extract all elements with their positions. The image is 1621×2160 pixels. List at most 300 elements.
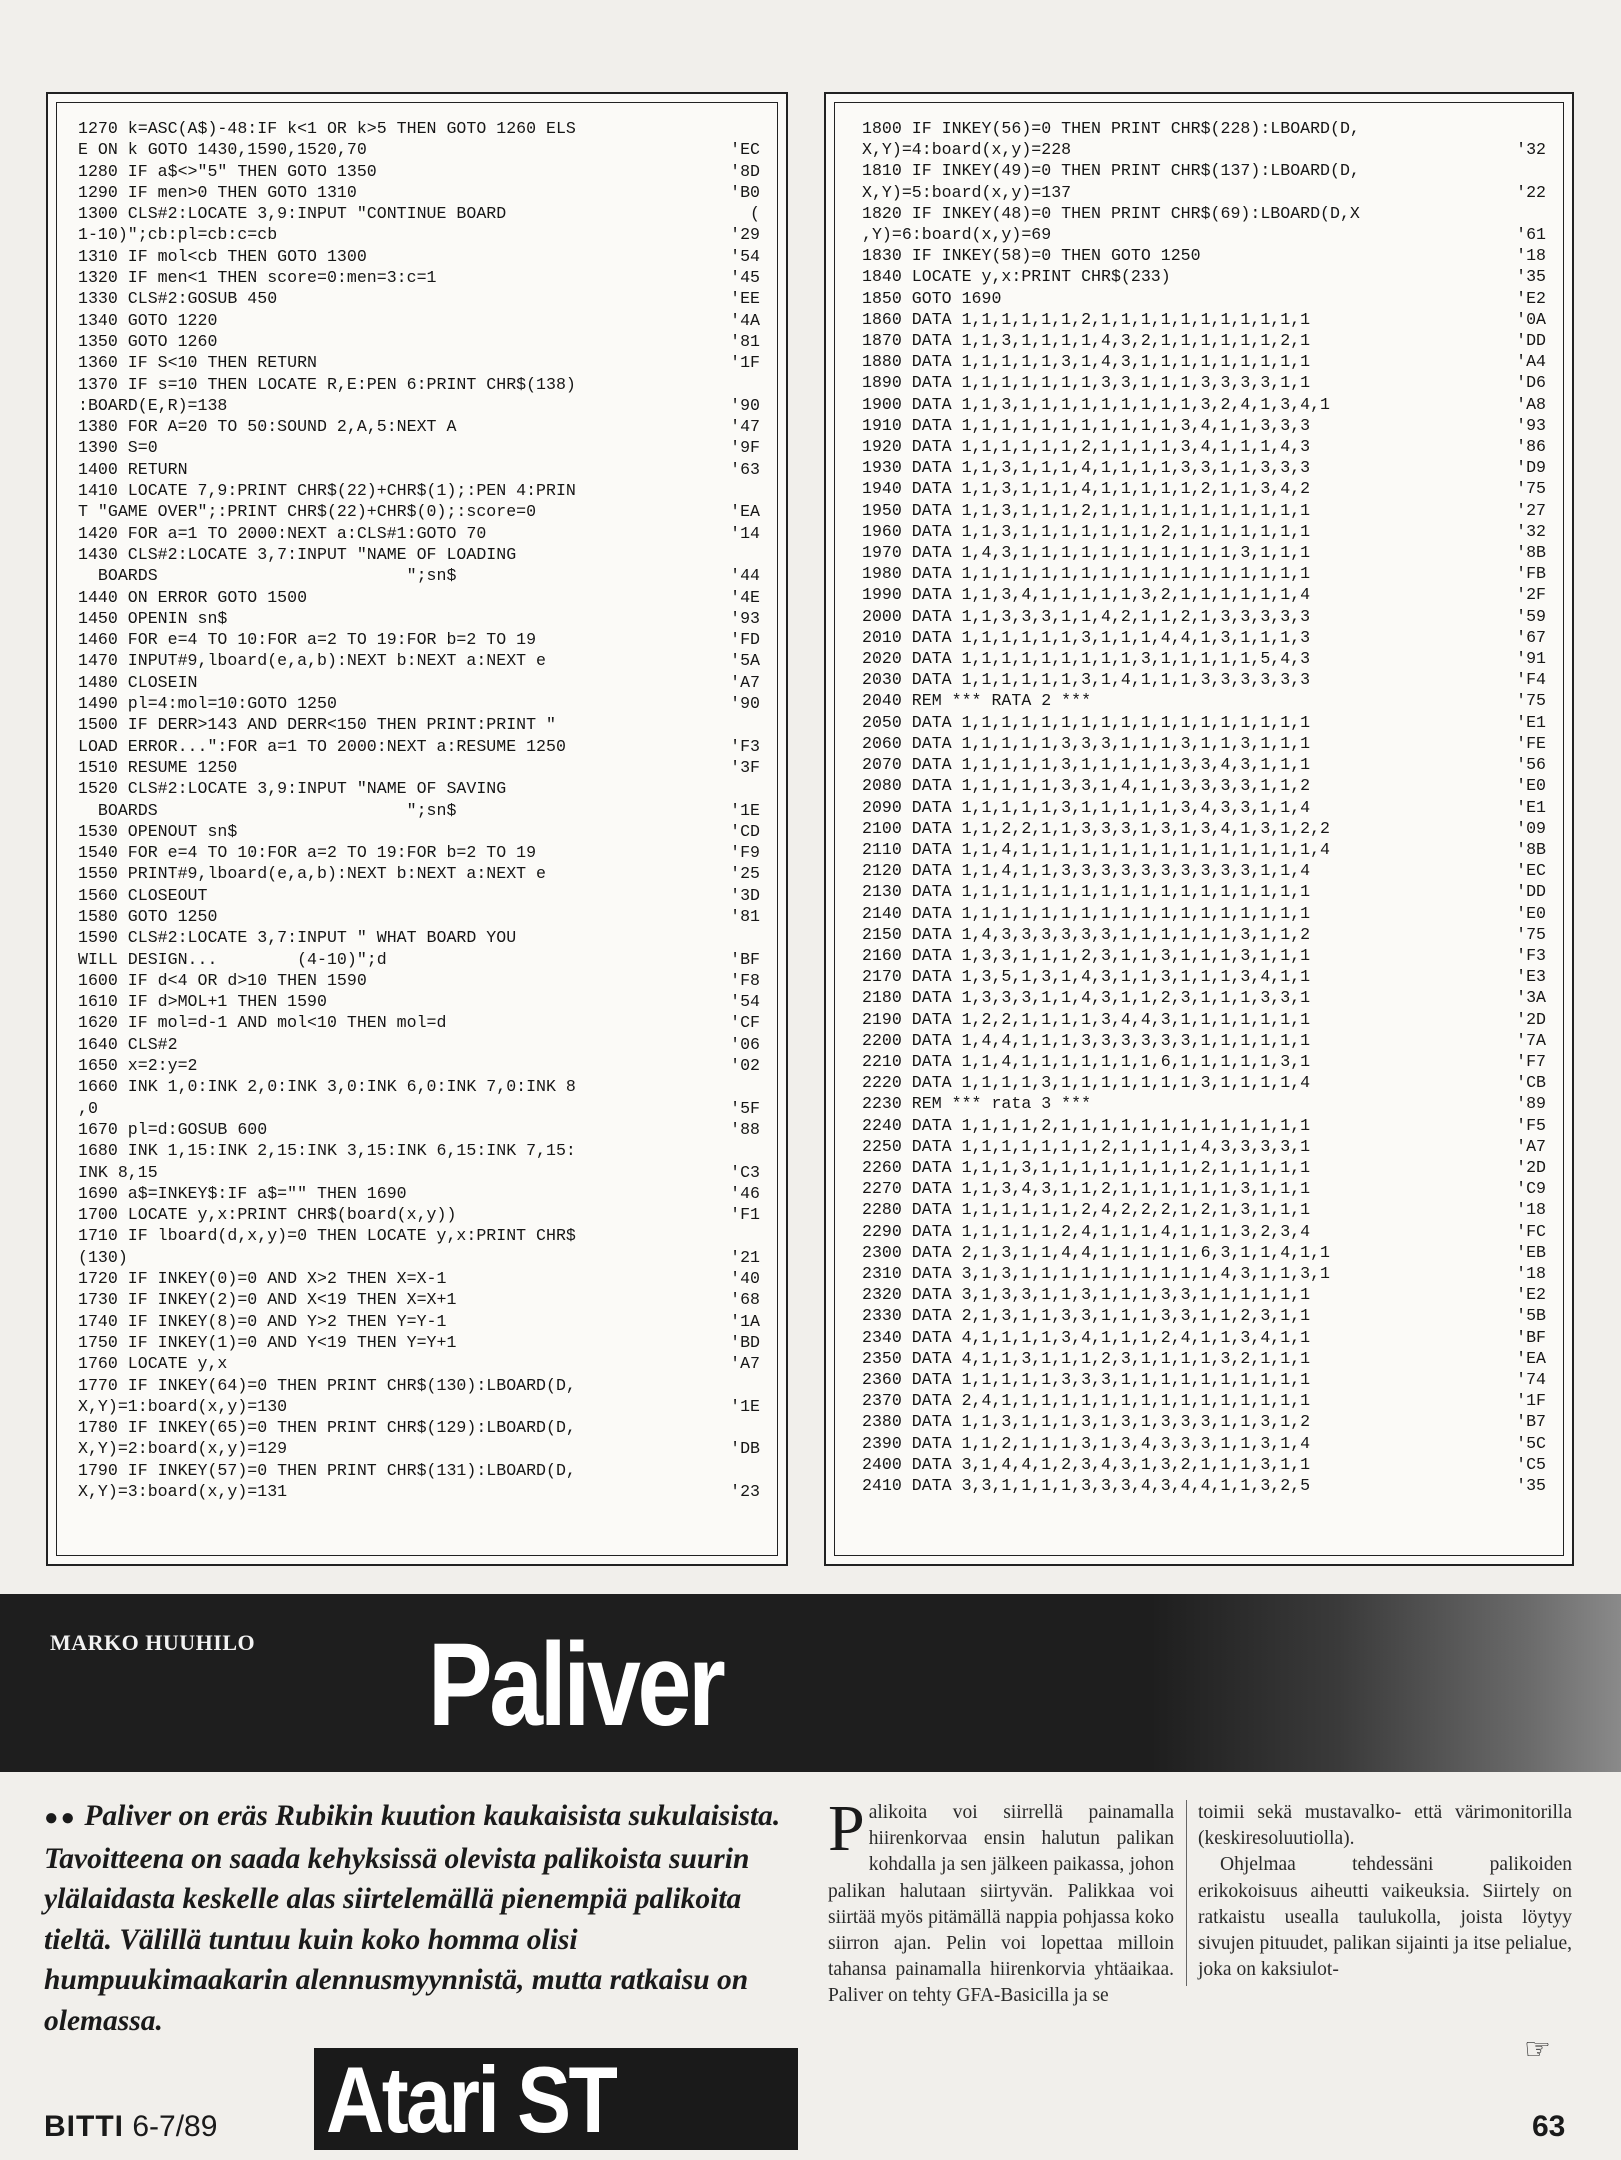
code-line bbox=[862, 669, 1546, 690]
code-text: 2080 DATA 1,1,1,1,1,3,3,1,4,1,1,3,3,3,3,1,1,2 bbox=[862, 776, 1311, 796]
checksum: '06 bbox=[730, 1034, 760, 1054]
code-text: 1480 CLOSEIN bbox=[78, 672, 198, 692]
code-line bbox=[862, 330, 1546, 351]
code-line bbox=[862, 1305, 1546, 1326]
platform-label: Atari ST bbox=[326, 2047, 616, 2152]
code-text: 2070 DATA 1,1,1,1,1,3,1,1,1,1,1,3,3,4,3,1,1,1 bbox=[862, 755, 1311, 775]
code-line bbox=[78, 224, 760, 245]
code-text: 1320 IF men<1 THEN score=0:men=3:c=1 bbox=[78, 268, 437, 288]
code-text: 2310 DATA 3,1,3,1,1,1,1,1,1,1,1,1,1,4,3,1,1,3,1 bbox=[862, 1263, 1331, 1283]
code-text: 1330 CLS#2:GOSUB 450 bbox=[78, 289, 278, 309]
checksum: 'F3 bbox=[730, 736, 760, 756]
checksum: 'EC bbox=[1516, 861, 1546, 881]
code-line bbox=[862, 563, 1546, 584]
checksum: '23 bbox=[730, 1482, 760, 1501]
code-line bbox=[78, 1012, 760, 1033]
code-text: 2240 DATA 1,1,1,1,2,1,1,1,1,1,1,1,1,1,1,1,1,1 bbox=[862, 1115, 1311, 1135]
code-line bbox=[862, 1115, 1546, 1136]
code-text: 1920 DATA 1,1,1,1,1,1,2,1,1,1,1,3,4,1,1,1,4,3 bbox=[862, 437, 1311, 457]
code-line bbox=[78, 821, 760, 842]
code-line bbox=[78, 885, 760, 906]
code-line bbox=[78, 565, 760, 586]
code-line bbox=[78, 161, 760, 182]
code-line bbox=[78, 714, 760, 735]
code-line bbox=[78, 949, 760, 970]
code-line bbox=[862, 436, 1546, 457]
checksum: 'D9 bbox=[1516, 458, 1546, 478]
code-line bbox=[78, 352, 760, 373]
code-text: WILL DESIGN... (4-10)";d bbox=[78, 949, 387, 969]
platform-banner bbox=[314, 2048, 798, 2150]
code-line bbox=[862, 987, 1546, 1008]
code-text: 1310 IF mol<cb THEN GOTO 1300 bbox=[78, 246, 367, 266]
code-text: 2180 DATA 1,3,3,3,1,1,4,3,1,1,2,3,1,1,1,3,3,1 bbox=[862, 988, 1311, 1008]
code-line bbox=[862, 351, 1546, 372]
code-text: 1450 OPENIN sn$ bbox=[78, 608, 228, 628]
code-text: LOAD ERROR...":FOR a=1 TO 2000:NEXT a:RESUME 1250 bbox=[78, 736, 566, 756]
checksum: 'EA bbox=[730, 502, 760, 522]
checksum: '02 bbox=[730, 1056, 760, 1076]
checksum: '8D bbox=[730, 161, 760, 181]
code-line bbox=[862, 478, 1546, 499]
checksum: '18 bbox=[1516, 1200, 1546, 1220]
code-line bbox=[862, 1454, 1546, 1475]
code-text: 2170 DATA 1,3,5,1,3,1,4,3,1,1,3,1,1,1,3,4,1,1 bbox=[862, 967, 1311, 987]
checksum: '93 bbox=[1516, 415, 1546, 435]
code-line bbox=[862, 1475, 1546, 1496]
code-text: 1960 DATA 1,1,3,1,1,1,1,1,1,1,2,1,1,1,1,1,1,1 bbox=[862, 521, 1311, 541]
code-text: 1730 IF INKEY(2)=0 AND X<19 THEN X=X+1 bbox=[78, 1290, 457, 1310]
code-text: 1640 CLS#2 bbox=[78, 1034, 178, 1054]
code-text: ,0 bbox=[78, 1098, 98, 1118]
checksum: '7A bbox=[1516, 1030, 1546, 1050]
checksum: '90 bbox=[730, 395, 760, 415]
code-line bbox=[78, 459, 760, 480]
code-text: INK 8,15 bbox=[78, 1162, 158, 1182]
code-line bbox=[78, 1460, 760, 1481]
code-text: X,Y)=3:board(x,y)=131 bbox=[78, 1482, 288, 1501]
code-line bbox=[862, 1348, 1546, 1369]
code-line bbox=[862, 1030, 1546, 1051]
code-line bbox=[862, 118, 1546, 139]
code-line bbox=[78, 927, 760, 948]
code-line bbox=[862, 712, 1546, 733]
checksum: '32 bbox=[1516, 521, 1546, 541]
checksum: 'E0 bbox=[1516, 776, 1546, 796]
code-text: X,Y)=4:board(x,y)=228 bbox=[862, 140, 1072, 160]
code-line bbox=[78, 800, 760, 821]
checksum: '3D bbox=[730, 885, 760, 905]
checksum: '4E bbox=[730, 587, 760, 607]
checksum: 'BD bbox=[730, 1332, 760, 1352]
code-line bbox=[862, 266, 1546, 287]
code-text: 1750 IF INKEY(1)=0 AND Y<19 THEN Y=Y+1 bbox=[78, 1332, 457, 1352]
checksum: 'F5 bbox=[1516, 1115, 1546, 1135]
checksum: '2D bbox=[1516, 1009, 1546, 1029]
code-line bbox=[78, 118, 760, 139]
checksum: '18 bbox=[1516, 246, 1546, 266]
code-line bbox=[78, 863, 760, 884]
code-line bbox=[862, 521, 1546, 542]
code-text: 2090 DATA 1,1,1,1,1,3,1,1,1,1,1,3,4,3,3,1,1,4 bbox=[862, 797, 1311, 817]
checksum: '35 bbox=[1516, 1476, 1546, 1495]
code-text: 2110 DATA 1,1,4,1,1,1,1,1,1,1,1,1,1,1,1,1,1,1,4 bbox=[862, 839, 1331, 859]
code-text: 2290 DATA 1,1,1,1,1,2,4,1,1,1,4,1,1,1,3,2,3,4 bbox=[862, 1221, 1311, 1241]
code-line bbox=[862, 500, 1546, 521]
code-text: (130) bbox=[78, 1247, 128, 1267]
code-line bbox=[78, 1225, 760, 1246]
pointing-hand-icon: ☞ bbox=[1524, 2032, 1551, 2067]
code-text: 1430 CLS#2:LOCATE 3,7:INPUT "NAME OF LOADING bbox=[78, 544, 517, 564]
code-line bbox=[78, 1204, 760, 1225]
code-line bbox=[78, 267, 760, 288]
code-line bbox=[78, 757, 760, 778]
code-text: 1530 OPENOUT sn$ bbox=[78, 821, 238, 841]
code-text: 1540 FOR e=4 TO 10:FOR a=2 TO 19:FOR b=2 TO 19 bbox=[78, 843, 537, 863]
article-title: Paliver bbox=[428, 1619, 723, 1751]
checksum: '1E bbox=[730, 1396, 760, 1416]
code-line bbox=[862, 924, 1546, 945]
checksum: '74 bbox=[1516, 1369, 1546, 1389]
checksum: 'CB bbox=[1516, 1073, 1546, 1093]
checksum: '8B bbox=[1516, 839, 1546, 859]
code-line bbox=[862, 839, 1546, 860]
code-text: 2010 DATA 1,1,1,1,1,1,3,1,1,1,4,4,1,3,1,1,1,3 bbox=[862, 627, 1311, 647]
checksum: '56 bbox=[1516, 755, 1546, 775]
code-line bbox=[78, 1076, 760, 1097]
code-line bbox=[78, 1311, 760, 1332]
code-line bbox=[862, 542, 1546, 563]
code-line bbox=[862, 903, 1546, 924]
code-line bbox=[862, 627, 1546, 648]
checksum: '81 bbox=[730, 906, 760, 926]
code-text: 1390 S=0 bbox=[78, 438, 158, 458]
code-line bbox=[862, 415, 1546, 436]
code-text: 1770 IF INKEY(64)=0 THEN PRINT CHR$(130):LBOARD(D, bbox=[78, 1375, 576, 1395]
code-text: 2340 DATA 4,1,1,1,1,3,4,1,1,1,2,4,1,1,3,4,1,1 bbox=[862, 1327, 1311, 1347]
code-text: 2150 DATA 1,4,3,3,3,3,3,3,1,1,1,1,1,1,3,1,1,2 bbox=[862, 924, 1311, 944]
code-text: 1620 IF mol=d-1 AND mol<10 THEN mol=d bbox=[78, 1013, 447, 1033]
checksum: 'F3 bbox=[1516, 945, 1546, 965]
code-text: 2410 DATA 3,3,1,1,1,1,3,3,3,4,3,4,4,1,1,3,2,5 bbox=[862, 1476, 1311, 1495]
code-line bbox=[78, 1183, 760, 1204]
code-text: 2280 DATA 1,1,1,1,1,1,2,4,2,2,2,1,2,1,3,1,1,1 bbox=[862, 1200, 1311, 1220]
listing-right-frame bbox=[824, 92, 1574, 1566]
checksum: '3A bbox=[1516, 988, 1546, 1008]
code-text: 1510 RESUME 1250 bbox=[78, 757, 238, 777]
body-text-2b: Ohjelmaa tehdessäni palikoiden erikokoisuus aiheutti vaikeuksia. Siirtely on ratkaistu usealla taulukolla, joista löytyy sivujen pituudet, palikan sijainti ja itse pelialue, joka on kaksiulot- bbox=[1198, 1854, 1572, 1981]
code-text: 1490 pl=4:mol=10:GOTO 1250 bbox=[78, 694, 337, 714]
author-name: MARKO HUUHILO bbox=[50, 1630, 256, 1655]
code-line bbox=[78, 310, 760, 331]
code-line bbox=[862, 372, 1546, 393]
code-line bbox=[862, 1136, 1546, 1157]
code-line bbox=[862, 797, 1546, 818]
code-text: 2270 DATA 1,1,3,4,3,1,1,2,1,1,1,1,1,1,3,1,1,1 bbox=[862, 1179, 1311, 1199]
code-line bbox=[862, 1009, 1546, 1030]
checksum: 'FC bbox=[1516, 1221, 1546, 1241]
code-text: 1600 IF d<4 OR d>10 THEN 1590 bbox=[78, 970, 367, 990]
code-text: 2100 DATA 1,1,2,2,1,1,3,3,3,1,3,1,3,4,1,3,1,2,2 bbox=[862, 818, 1331, 838]
magazine-issue bbox=[44, 2110, 217, 2144]
code-line bbox=[78, 523, 760, 544]
body-text-2a: toimii sekä mustavalko- että värimonitorilla (keskiresoluutiolla). bbox=[1198, 1802, 1572, 1850]
code-line bbox=[78, 736, 760, 757]
code-text: 2300 DATA 2,1,3,1,1,4,4,1,1,1,1,1,6,3,1,1,4,1,1 bbox=[862, 1242, 1331, 1262]
code-line bbox=[78, 1481, 760, 1502]
code-text: 2020 DATA 1,1,1,1,1,1,1,1,1,3,1,1,1,1,1,5,4,3 bbox=[862, 649, 1311, 669]
code-line bbox=[862, 775, 1546, 796]
code-text: 2030 DATA 1,1,1,1,1,1,3,1,4,1,1,1,3,3,3,3,3,3 bbox=[862, 670, 1311, 690]
code-line bbox=[862, 733, 1546, 754]
banner-shade bbox=[1150, 1594, 1621, 1772]
code-line bbox=[862, 309, 1546, 330]
code-text: 1350 GOTO 1260 bbox=[78, 331, 218, 351]
code-line bbox=[862, 1178, 1546, 1199]
drop-cap: P bbox=[828, 1792, 865, 1865]
body-column-1 bbox=[828, 1792, 1174, 2010]
code-line bbox=[78, 672, 760, 693]
code-text: 1900 DATA 1,1,3,1,1,1,1,1,1,1,1,1,3,2,4,1,3,4,1 bbox=[862, 394, 1331, 414]
code-text: 1760 LOCATE y,x bbox=[78, 1354, 228, 1374]
checksum: '5C bbox=[1516, 1433, 1546, 1453]
code-text: 2130 DATA 1,1,1,1,1,1,1,1,1,1,1,1,1,1,1,1,1,1 bbox=[862, 882, 1311, 902]
page-number: 63 bbox=[1532, 2110, 1566, 2143]
checksum: '44 bbox=[730, 566, 760, 586]
checksum: '25 bbox=[730, 864, 760, 884]
code-line bbox=[862, 690, 1546, 711]
code-text: 1590 CLS#2:LOCATE 3,7:INPUT " WHAT BOARD YOU bbox=[78, 928, 517, 948]
code-text: X,Y)=1:board(x,y)=130 bbox=[78, 1396, 288, 1416]
code-line bbox=[862, 1051, 1546, 1072]
code-text: 1830 IF INKEY(58)=0 THEN GOTO 1250 bbox=[862, 246, 1201, 266]
code-line bbox=[862, 1390, 1546, 1411]
code-text: 1660 INK 1,0:INK 2,0:INK 3,0:INK 6,0:INK 7,0:INK 8 bbox=[78, 1077, 576, 1097]
code-text: 1420 FOR a=1 TO 2000:NEXT a:CLS#1:GOTO 70 bbox=[78, 523, 487, 543]
checksum: 'F8 bbox=[730, 970, 760, 990]
code-text: 1360 IF S<10 THEN RETURN bbox=[78, 353, 317, 373]
code-line bbox=[78, 1353, 760, 1374]
code-text: 1850 GOTO 1690 bbox=[862, 288, 1002, 308]
checksum: '21 bbox=[730, 1247, 760, 1267]
code-line bbox=[862, 860, 1546, 881]
code-line bbox=[862, 1072, 1546, 1093]
checksum: '47 bbox=[730, 417, 760, 437]
code-text: 1910 DATA 1,1,1,1,1,1,1,1,1,1,1,3,4,1,1,3,3,3 bbox=[862, 415, 1311, 435]
code-text: BOARDS ";sn$ bbox=[78, 800, 457, 820]
code-text: 2210 DATA 1,1,4,1,1,1,1,1,1,1,6,1,1,1,1,1,3,1 bbox=[862, 1051, 1311, 1071]
checksum: '75 bbox=[1516, 924, 1546, 944]
code-line bbox=[78, 480, 760, 501]
checksum: '45 bbox=[730, 268, 760, 288]
code-line bbox=[78, 544, 760, 565]
checksum: '67 bbox=[1516, 627, 1546, 647]
checksum: 'A8 bbox=[1516, 394, 1546, 414]
code-text: 1940 DATA 1,1,3,1,1,1,4,1,1,1,1,1,2,1,1,3,4,2 bbox=[862, 479, 1311, 499]
code-line bbox=[78, 1268, 760, 1289]
code-text: 1780 IF INKEY(65)=0 THEN PRINT CHR$(129):LBOARD(D, bbox=[78, 1418, 576, 1438]
checksum: 'EA bbox=[1516, 1348, 1546, 1368]
checksum: 'A7 bbox=[730, 672, 760, 692]
checksum: '54 bbox=[730, 992, 760, 1012]
code-text: 1930 DATA 1,1,3,1,1,1,4,1,1,1,1,3,3,1,1,3,3,3 bbox=[862, 458, 1311, 478]
checksum: '27 bbox=[1516, 500, 1546, 520]
code-line bbox=[862, 1433, 1546, 1454]
checksum: 'DD bbox=[1516, 331, 1546, 351]
code-text: 2400 DATA 3,1,4,4,1,2,3,4,3,1,3,2,1,1,1,3,1,1 bbox=[862, 1454, 1311, 1474]
checksum: '18 bbox=[1516, 1263, 1546, 1283]
checksum: '63 bbox=[730, 459, 760, 479]
lead-paragraph bbox=[44, 1796, 784, 2041]
code-text: 1680 INK 1,15:INK 2,15:INK 3,15:INK 6,15:INK 7,15: bbox=[78, 1141, 576, 1161]
checksum: '81 bbox=[730, 331, 760, 351]
checksum: '1F bbox=[730, 353, 760, 373]
code-text: 1820 IF INKEY(48)=0 THEN PRINT CHR$(69):LBOARD(D,X bbox=[862, 203, 1360, 223]
code-line bbox=[862, 224, 1546, 245]
checksum: 'E1 bbox=[1516, 797, 1546, 817]
checksum: 'EB bbox=[1516, 1242, 1546, 1262]
code-text: 1400 RETURN bbox=[78, 459, 188, 479]
code-line bbox=[78, 1098, 760, 1119]
checksum: 'CF bbox=[730, 1013, 760, 1033]
checksum: '75 bbox=[1516, 479, 1546, 499]
code-text: 2260 DATA 1,1,1,3,1,1,1,1,1,1,1,1,2,1,1,1,1,1 bbox=[862, 1157, 1311, 1177]
code-text: 1800 IF INKEY(56)=0 THEN PRINT CHR$(228):LBOARD(D, bbox=[862, 119, 1360, 138]
code-line bbox=[862, 1221, 1546, 1242]
code-text: 1270 k=ASC(A$)-48:IF k<1 OR k>5 THEN GOTO 1260 ELS bbox=[78, 119, 576, 138]
code-line bbox=[78, 587, 760, 608]
checksum: 'D6 bbox=[1516, 373, 1546, 393]
code-line bbox=[78, 437, 760, 458]
checksum: '14 bbox=[730, 523, 760, 543]
checksum: 'FD bbox=[730, 630, 760, 650]
code-line bbox=[78, 1289, 760, 1310]
checksum: '89 bbox=[1516, 1094, 1546, 1114]
program-listing-left bbox=[78, 118, 760, 1502]
checksum: '9F bbox=[730, 438, 760, 458]
code-line bbox=[78, 246, 760, 267]
checksum: 'E3 bbox=[1516, 967, 1546, 987]
code-text: 1440 ON ERROR GOTO 1500 bbox=[78, 587, 308, 607]
code-line bbox=[862, 182, 1546, 203]
code-text: 1690 a$=INKEY$:IF a$="" THEN 1690 bbox=[78, 1183, 407, 1203]
code-line bbox=[862, 245, 1546, 266]
code-text: 1870 DATA 1,1,3,1,1,1,1,4,3,2,1,1,1,1,1,1,2,1 bbox=[862, 331, 1311, 351]
code-line bbox=[862, 584, 1546, 605]
body-text-1: alikoita voi siirrellä painamalla hiirenkorvaa ensin halutun palikan kohdalla ja sen jälkeen paikassa, johon palikan halutaan siirtyvän. Palikkaa voi siirtää myös pitämällä nappia pohjassa koko siirron ajan. Pelin voi lopettaa milloin tahansa painamalla hiirenkorvia yhtäaikaa. Paliver on tehty GFA-Basicilla ja se bbox=[828, 1802, 1174, 2007]
title-banner bbox=[0, 1594, 1621, 1772]
checksum: '4A bbox=[730, 310, 760, 330]
checksum: 'F9 bbox=[730, 843, 760, 863]
code-text: 1340 GOTO 1220 bbox=[78, 310, 218, 330]
code-line bbox=[862, 1157, 1546, 1178]
checksum: '22 bbox=[1516, 182, 1546, 202]
code-text: 2320 DATA 3,1,3,3,1,1,3,1,1,1,3,3,1,1,1,1,1,1 bbox=[862, 1285, 1311, 1305]
code-text: 1810 IF INKEY(49)=0 THEN PRINT CHR$(137):LBOARD(D, bbox=[862, 161, 1360, 181]
checksum: 'B7 bbox=[1516, 1412, 1546, 1432]
issue-number: 6-7/89 bbox=[132, 2110, 218, 2143]
code-line bbox=[862, 457, 1546, 478]
checksum: '2D bbox=[1516, 1157, 1546, 1177]
checksum: '54 bbox=[730, 246, 760, 266]
code-text: 2120 DATA 1,1,4,1,1,3,3,3,3,3,3,3,3,3,3,1,1,4 bbox=[862, 861, 1311, 881]
code-text: 1840 LOCATE y,x:PRINT CHR$(233) bbox=[862, 267, 1171, 287]
checksum: '91 bbox=[1516, 649, 1546, 669]
checksum: 'FE bbox=[1516, 733, 1546, 753]
program-listing-right bbox=[862, 118, 1546, 1496]
code-text: 1860 DATA 1,1,1,1,1,1,2,1,1,1,1,1,1,1,1,1,1,1 bbox=[862, 309, 1311, 329]
checksum: 'C3 bbox=[730, 1162, 760, 1182]
code-line bbox=[862, 1327, 1546, 1348]
checksum: '93 bbox=[730, 608, 760, 628]
code-line bbox=[78, 778, 760, 799]
checksum: 'F4 bbox=[1516, 670, 1546, 690]
code-line bbox=[862, 1284, 1546, 1305]
checksum: '09 bbox=[1516, 818, 1546, 838]
code-text: 1650 x=2:y=2 bbox=[78, 1056, 198, 1076]
code-text: 1380 FOR A=20 TO 50:SOUND 2,A,5:NEXT A bbox=[78, 417, 457, 437]
code-line bbox=[862, 1242, 1546, 1263]
code-line bbox=[78, 906, 760, 927]
code-text: X,Y)=2:board(x,y)=129 bbox=[78, 1439, 288, 1459]
checksum: '8B bbox=[1516, 543, 1546, 563]
code-line bbox=[862, 139, 1546, 160]
code-line bbox=[78, 970, 760, 991]
code-text: X,Y)=5:board(x,y)=137 bbox=[862, 182, 1072, 202]
checksum: 'DB bbox=[730, 1439, 760, 1459]
code-text: 1300 CLS#2:LOCATE 3,9:INPUT "CONTINUE BOARD bbox=[78, 204, 507, 224]
checksum: 'EC bbox=[730, 140, 760, 160]
body-column-2 bbox=[1198, 1800, 1572, 1983]
code-text: 1740 IF INKEY(8)=0 AND Y>2 THEN Y=Y-1 bbox=[78, 1311, 447, 1331]
lead-text: Paliver on eräs Rubikin kuution kaukaisista sukulaisista. Tavoitteena on saada kehyksissä olevista palikoista suurin ylälaidasta keskelle alas siirtelemällä pienempiä palikoita tieltä. Välillä tuntuu kuin koko homma olisi humpuukimaakarin alennusmyynnistä, mutta ratkaisu on olemassa. bbox=[44, 1800, 781, 2037]
code-line bbox=[78, 331, 760, 352]
checksum: '61 bbox=[1516, 225, 1546, 245]
code-line bbox=[78, 395, 760, 416]
checksum: '5F bbox=[730, 1098, 760, 1118]
code-text: 2380 DATA 1,1,3,1,1,1,3,1,3,1,3,3,3,1,1,3,1,2 bbox=[862, 1412, 1311, 1432]
code-text: 2370 DATA 2,4,1,1,1,1,1,1,1,1,1,1,1,1,1,1,1,1 bbox=[862, 1391, 1311, 1411]
code-text: 1610 IF d>MOL+1 THEN 1590 bbox=[78, 992, 327, 1012]
code-text: 2350 DATA 4,1,1,3,1,1,1,2,3,1,1,1,1,3,2,1,1,1 bbox=[862, 1348, 1311, 1368]
code-line bbox=[78, 1034, 760, 1055]
code-text: 1-10)";cb:pl=cb:c=cb bbox=[78, 225, 278, 245]
code-line bbox=[78, 139, 760, 160]
code-text: 1670 pl=d:GOSUB 600 bbox=[78, 1119, 268, 1139]
code-line bbox=[78, 1055, 760, 1076]
checksum: '3F bbox=[730, 757, 760, 777]
code-line bbox=[78, 374, 760, 395]
code-text: 1880 DATA 1,1,1,1,1,3,1,4,3,1,1,1,1,1,1,1,1,1 bbox=[862, 352, 1311, 372]
code-line bbox=[862, 945, 1546, 966]
code-line bbox=[78, 1162, 760, 1183]
code-line bbox=[862, 1263, 1546, 1284]
code-text: 2230 REM *** rata 3 *** bbox=[862, 1094, 1092, 1114]
checksum: 'FB bbox=[1516, 564, 1546, 584]
checksum: '1E bbox=[730, 800, 760, 820]
checksum: '5B bbox=[1516, 1306, 1546, 1326]
code-line bbox=[78, 1396, 760, 1417]
checksum: 'BF bbox=[730, 949, 760, 969]
code-text: 1550 PRINT#9,lboard(e,a,b):NEXT b:NEXT a:NEXT e bbox=[78, 864, 547, 884]
checksum: '1F bbox=[1516, 1391, 1546, 1411]
checksum: '5A bbox=[730, 651, 760, 671]
code-text: 2190 DATA 1,2,2,1,1,1,1,3,4,4,3,1,1,1,1,1,1,1 bbox=[862, 1009, 1311, 1029]
code-text: 1890 DATA 1,1,1,1,1,1,1,3,3,1,1,1,3,3,3,3,1,1 bbox=[862, 373, 1311, 393]
code-text: 2330 DATA 2,1,3,1,1,3,3,1,1,1,3,3,1,1,2,3,1,1 bbox=[862, 1306, 1311, 1326]
checksum: 'A4 bbox=[1516, 352, 1546, 372]
code-text: 2360 DATA 1,1,1,1,1,3,3,3,1,1,1,1,1,1,1,1,1,1 bbox=[862, 1369, 1311, 1389]
